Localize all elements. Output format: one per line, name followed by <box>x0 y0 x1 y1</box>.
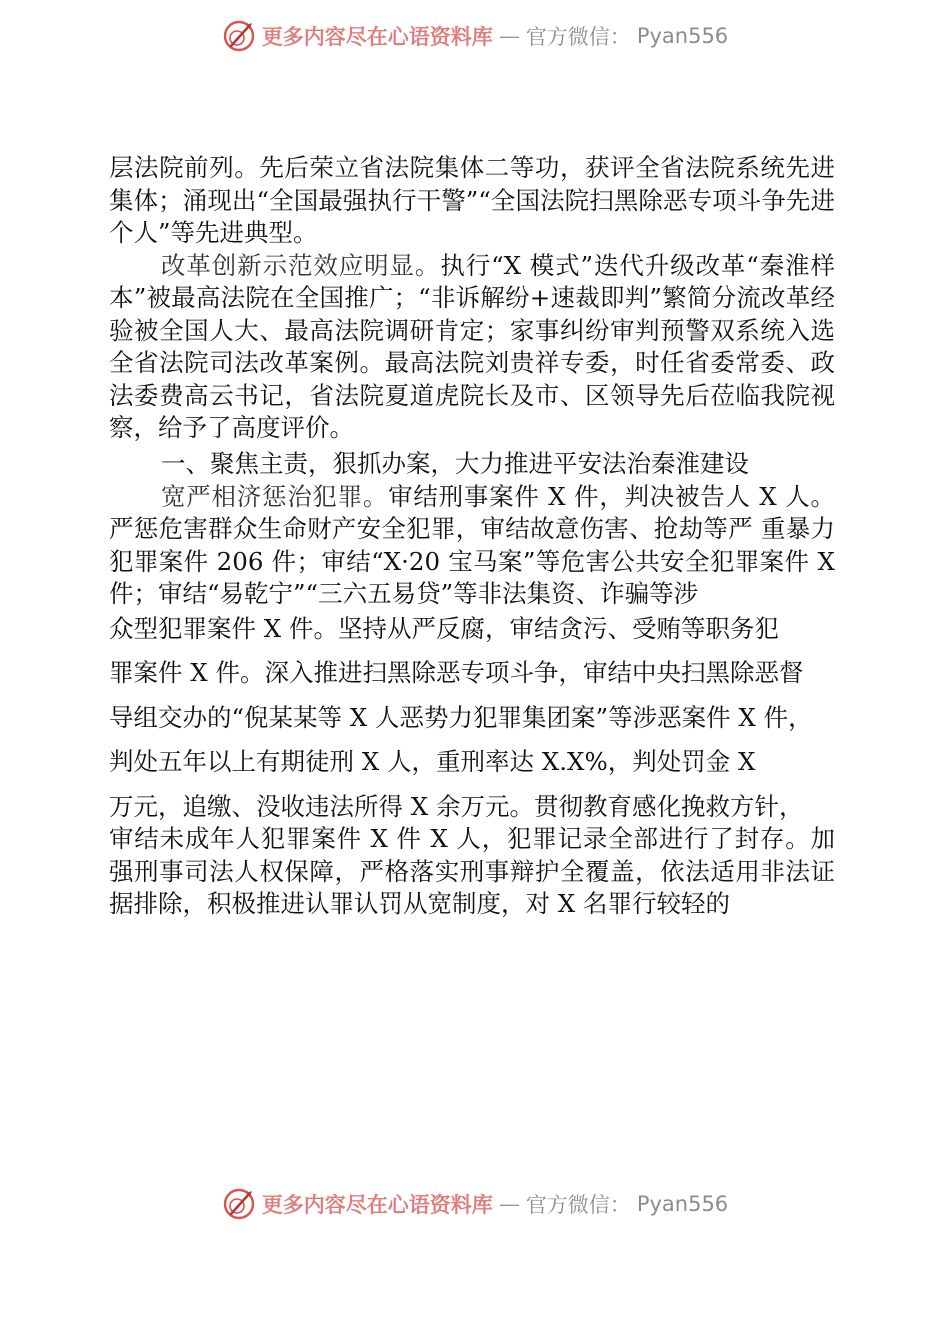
paragraph-1: 层法院前列。先后荣立省法院集体二等功，获评全省法院系统先进集体；涌现出“全国最强执行干警”“全国法院扫黑除恶专项斗争先进个人”等先进典型。 <box>109 153 835 247</box>
footer-banner <box>0 1184 950 1224</box>
document-body <box>109 152 835 921</box>
paragraph-4-line: 导组交办的“倪某某等 X 人恶势力犯罪集团案”等涉恶案件 X 件， <box>109 702 813 732</box>
paragraph-4-line: 判处五年以上有期徒刑 X 人，重刑率达 X.X%，判处罚金 X <box>109 747 756 776</box>
paragraph-2 <box>109 250 835 445</box>
paragraph-3 <box>109 481 835 611</box>
paragraph-4-line: 罪案件 X 件。深入推进扫黑除恶专项斗争，审结中央扫黑除恶督 <box>109 658 804 687</box>
paragraph-2-lead: 改革创新示范效应明显。 <box>161 250 441 280</box>
paragraph-3-text: 审结刑事案件 X 件，判决被告人 X 人。严惩危害群众生命财产安全犯罪，审结故意伤害、抢劫等严 重暴力犯罪案件 206 件；审结“X·20 宝马案”等危害公共安全犯罪案件 X 件；审结“易乾宁”“三六五易贷”等非法集资、诈骗等涉 <box>109 481 835 608</box>
paragraph-5: 审结未成年人犯罪案件 X 件 X 人，犯罪记录全部进行了封存。加强刑事司法人权保障，严格落实刑事辩护全覆盖，依法适用非法证据排除，积极推进认罪认罚从宽制度，对 X 名罪行较轻的 <box>109 824 835 918</box>
pen-logo-icon <box>222 19 256 53</box>
footer-wechat-id: Pyan556 <box>636 1192 729 1216</box>
header-brand-text: 更多内容尽在心语资料库 <box>261 24 493 49</box>
header-banner <box>0 16 950 56</box>
paragraph-3-lead: 宽严相济惩治犯罪。 <box>161 481 389 511</box>
paragraph-2-text: 执行“X 模式”迭代升级改革“秦淮样本”被最高法院在全国推广；“非诉解纷+速裁即判”繁简分流改革经验被全国人大、最高法院调研肯定；家事纠纷审判预警双系统入选全省法院司法改革案例。最高法院刘贵祥专委，时任省委常委、政法委费高云书记，省法院夏道虎院长及市、区领导先后莅临我院视察，给予了高度评价。 <box>109 250 835 442</box>
header-separator: — <box>498 24 520 48</box>
header-wechat-id: Pyan556 <box>636 24 729 48</box>
header-official-label: 官方微信： <box>525 25 631 49</box>
footer-official-label: 官方微信： <box>525 1193 631 1217</box>
paragraph-4 <box>109 607 835 830</box>
section-heading-1: 一、聚焦主责，狠抓办案，大力推进平安法治秦淮建设 <box>161 448 749 478</box>
paragraph-4-line: 众型犯罪案件 X 件。坚持从严反腐，审结贪污、受贿等职务犯 <box>109 613 780 643</box>
pen-logo-icon <box>222 1187 256 1221</box>
footer-separator: — <box>498 1192 520 1216</box>
footer-brand-text: 更多内容尽在心语资料库 <box>261 1192 493 1217</box>
paragraph-4-line: 万元，追缴、没收违法所得 X 余万元。贯彻教育感化挽救方针， <box>109 791 804 821</box>
